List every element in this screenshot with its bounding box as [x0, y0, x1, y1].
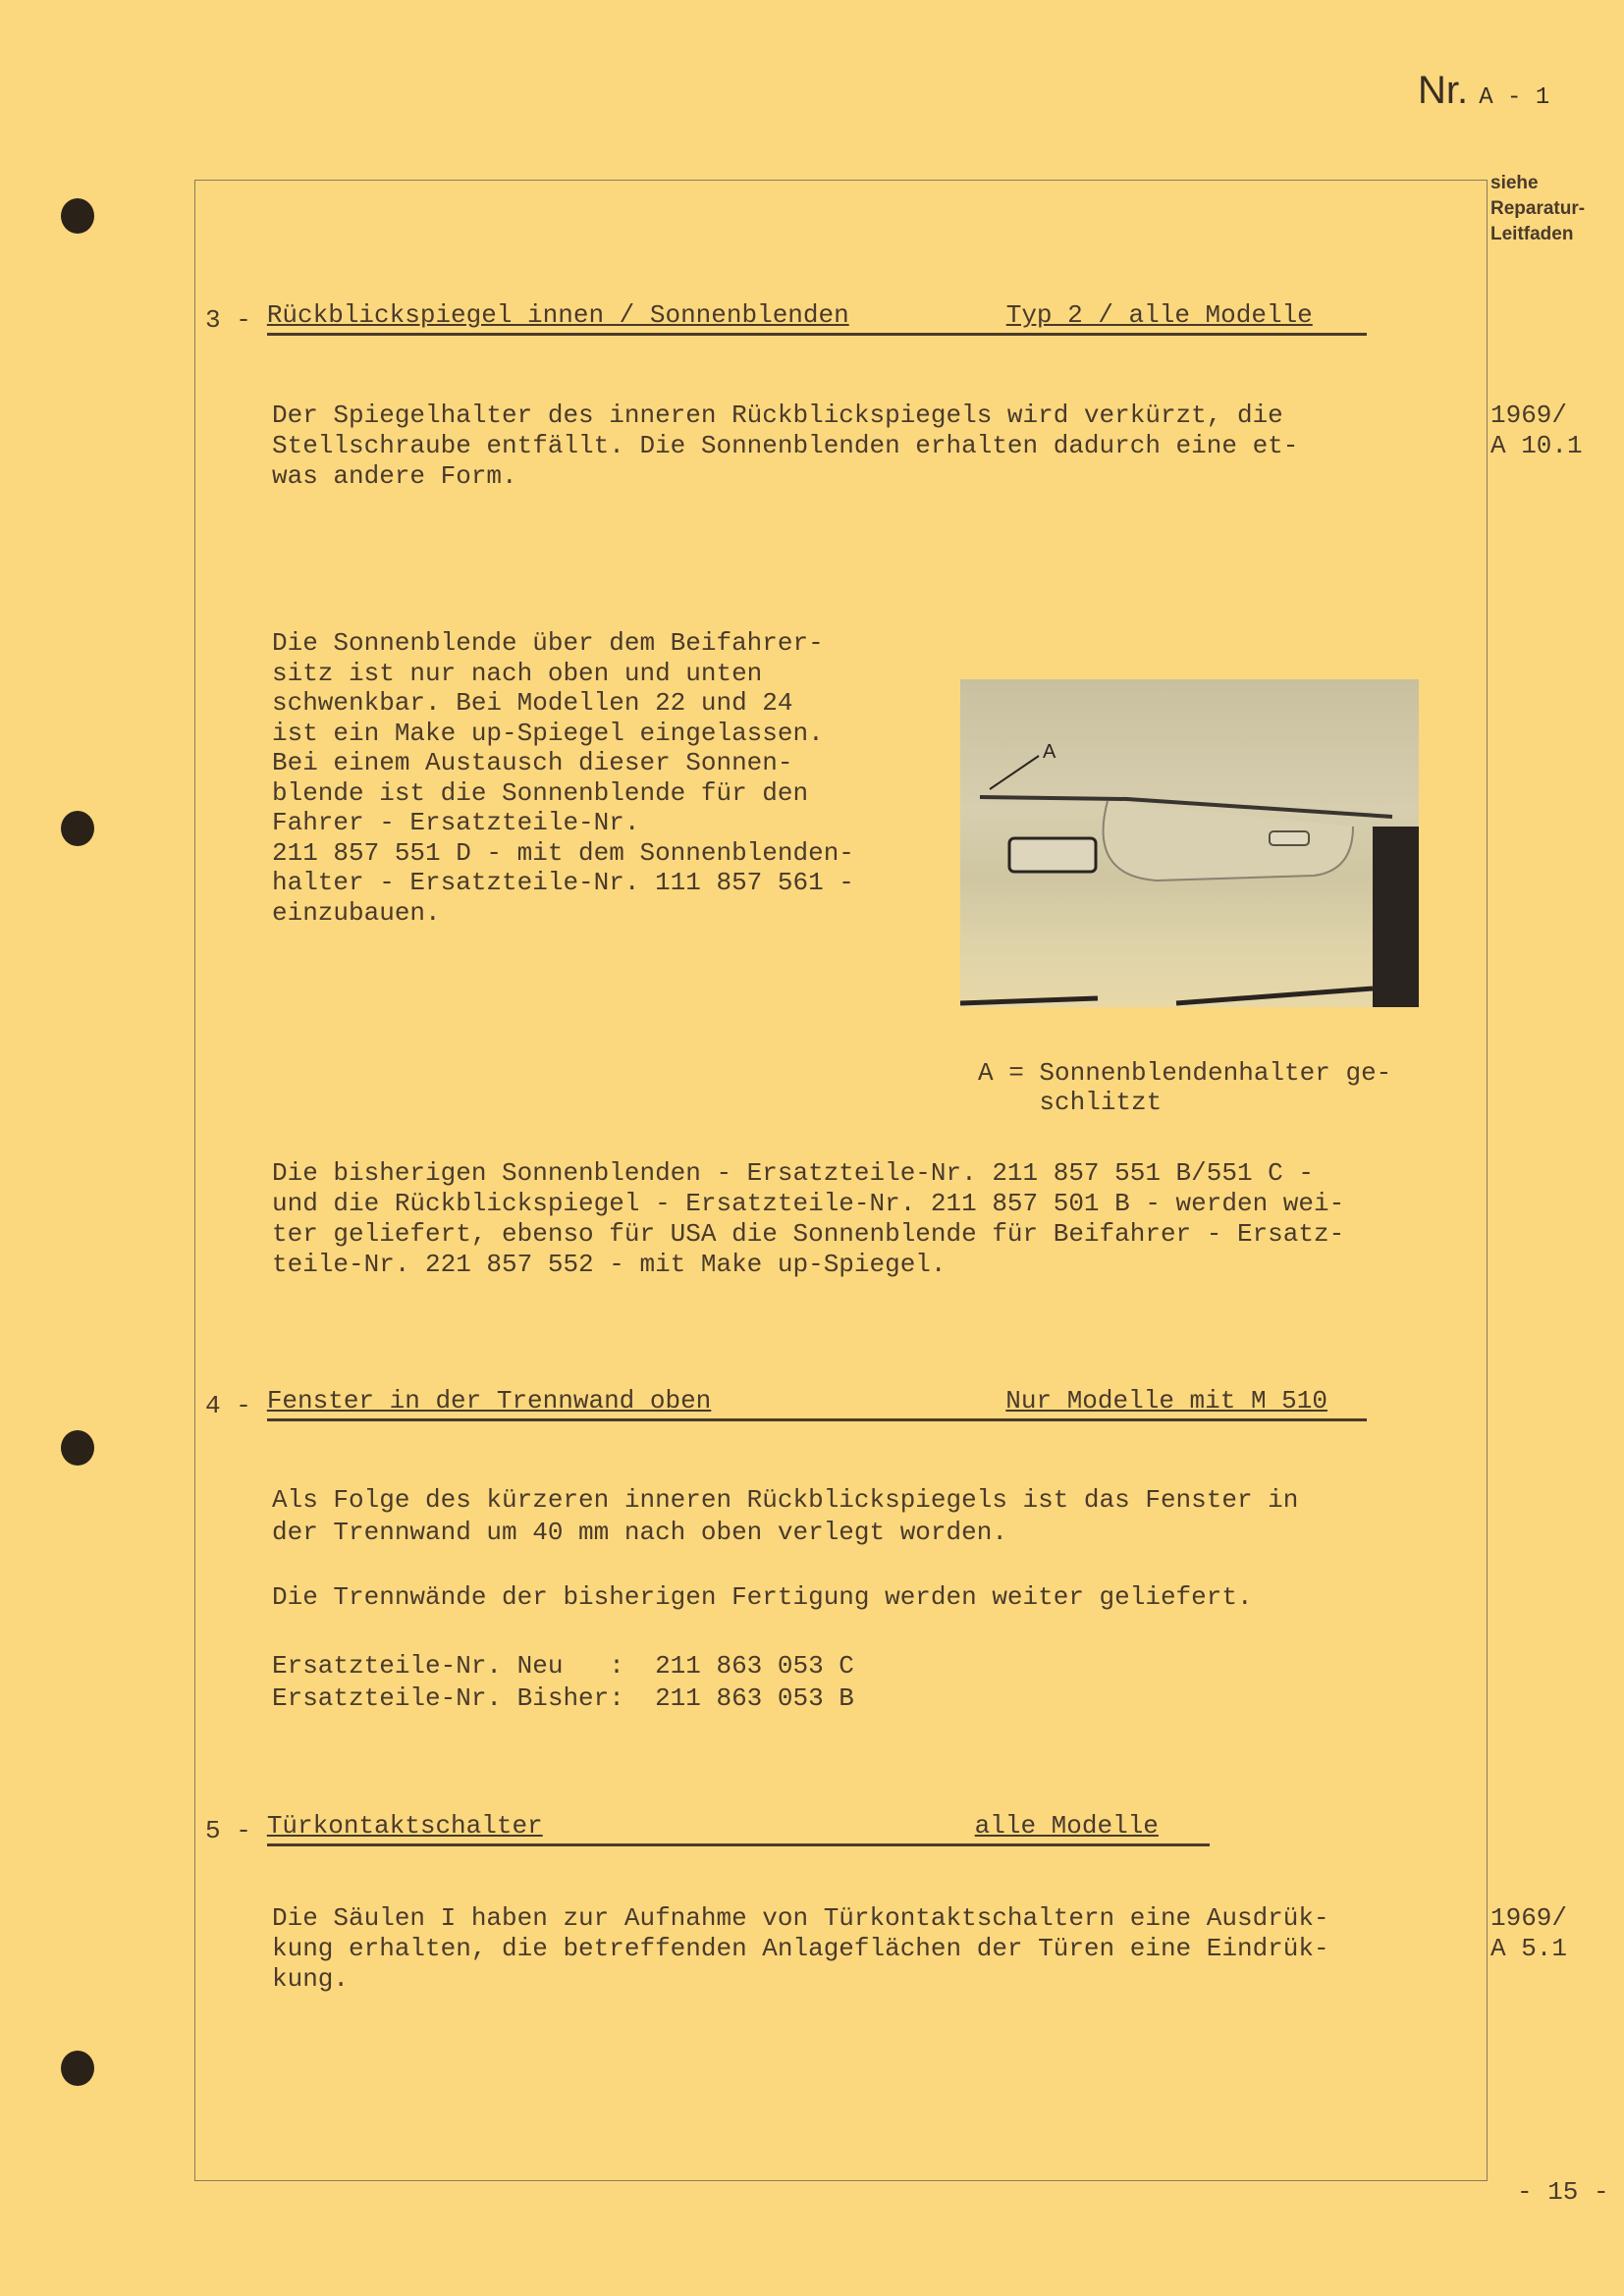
text-line: kung erhalten, die betreffenden Anlageflächen der Türen eine Eindrük- [272, 1934, 1329, 1963]
section-4-heading [205, 1386, 1367, 1421]
text-line: Als Folge des kürzeren inneren Rückblickspiegels ist das Fenster in [272, 1485, 1299, 1515]
text-line: schwenkbar. Bei Modellen 22 und 24 [272, 688, 793, 718]
section-3-para-1 [272, 400, 1298, 492]
section-number: 5 - [205, 1816, 251, 1845]
part-number-line: Ersatzteile-Nr. Bisher: 211 863 053 B [272, 1683, 854, 1713]
text-line: blende ist die Sonnenblende für den [272, 777, 809, 808]
side-note [1490, 171, 1585, 247]
section-3-heading [205, 300, 1367, 336]
section-title: Rückblickspiegel innen / Sonnenblenden [266, 300, 849, 330]
doc-number [1418, 67, 1549, 122]
side-note-line: siehe [1490, 173, 1539, 193]
text-line: A = Sonnenblendenhalter ge- [978, 1058, 1392, 1088]
text-line: Bei einem Austausch dieser Sonnen- [272, 748, 793, 777]
text-line: ist ein Make up-Spiegel eingelassen. [272, 718, 824, 748]
text-line: Die Sonnenblende über dem Beifahrer- [272, 628, 824, 658]
section-number: 4 - [205, 1391, 251, 1420]
text-line: sitz ist nur nach oben und unten [272, 658, 763, 688]
section-scope: Typ 2 / alle Modelle [1005, 300, 1313, 330]
part-number-line: Ersatzteile-Nr. Neu : 211 863 053 C [272, 1651, 854, 1681]
punch-hole [61, 1430, 94, 1466]
section-4-parts [272, 1650, 854, 1715]
section-number: 3 - [205, 305, 251, 335]
section-3-reference [1490, 400, 1583, 461]
section-scope: Nur Modelle mit M 510 [1005, 1386, 1327, 1415]
section-title: Fenster in der Trennwand oben [266, 1386, 712, 1415]
photo-label: A [1043, 741, 1056, 763]
reference-line: 1969/ [1490, 1903, 1568, 1933]
text-line: schlitzt [978, 1088, 1163, 1117]
photo-illustration [960, 679, 1419, 1007]
text-line: halter - Ersatzteile-Nr. 111 857 561 - [272, 868, 854, 897]
text-line: der Trennwand um 40 mm nach oben verlegt worden. [272, 1518, 1007, 1547]
text-line: was andere Form. [272, 461, 517, 491]
section-5-heading [205, 1811, 1210, 1846]
nr-label: Nr. [1418, 69, 1469, 112]
photo-caption [978, 1058, 1391, 1117]
text-line: Fahrer - Ersatzteile-Nr. [272, 808, 640, 837]
text-line: Die Trennwände der bisherigen Fertigung werden weiter geliefert. [272, 1582, 1253, 1612]
sun-visor-photo [960, 679, 1419, 1007]
reference-line: A 10.1 [1490, 431, 1583, 460]
text-line: Stellschraube entfällt. Die Sonnenblenden erhalten dadurch eine et- [272, 431, 1299, 460]
section-title: Türkontaktschalter [266, 1811, 543, 1841]
section-3-para-2 [272, 628, 854, 928]
section-4-para-2 [272, 1582, 1253, 1613]
side-note-line: Leitfaden [1490, 224, 1574, 244]
text-line: Der Spiegelhalter des inneren Rückblickspiegels wird verkürzt, die [272, 400, 1283, 430]
page-number-text: - 15 - [1517, 2177, 1609, 2207]
reference-line: 1969/ [1490, 400, 1568, 430]
text-line: kung. [272, 1964, 350, 1994]
punch-hole [61, 198, 94, 234]
punch-hole [61, 2051, 94, 2086]
text-line: Die bisherigen Sonnenblenden - Ersatzteile-Nr. 211 857 551 B/551 C - [272, 1158, 1314, 1188]
text-line: einzubauen. [272, 897, 441, 928]
section-5-para-1 [272, 1903, 1329, 1995]
page-number [1517, 2177, 1609, 2208]
section-4-para-1 [272, 1484, 1298, 1549]
text-line: ter geliefert, ebenso für USA die Sonnenblende für Beifahrer - Ersatz- [272, 1219, 1345, 1249]
text-line: 211 857 551 D - mit dem Sonnenblenden- [272, 837, 854, 868]
section-5-reference [1490, 1903, 1567, 1964]
reference-line: A 5.1 [1490, 1934, 1568, 1963]
text-line: teile-Nr. 221 857 552 - mit Make up-Spiegel. [272, 1250, 947, 1279]
nr-value: A - 1 [1479, 84, 1550, 111]
section-scope: alle Modelle [974, 1811, 1159, 1841]
text-line: und die Rückblickspiegel - Ersatzteile-Nr. 211 857 501 B - werden wei- [272, 1189, 1345, 1218]
side-note-line: Reparatur- [1490, 198, 1586, 219]
text-line: Die Säulen I haben zur Aufnahme von Türkontaktschaltern eine Ausdrük- [272, 1903, 1329, 1933]
punch-hole [61, 811, 94, 846]
section-3-para-3 [272, 1158, 1344, 1280]
